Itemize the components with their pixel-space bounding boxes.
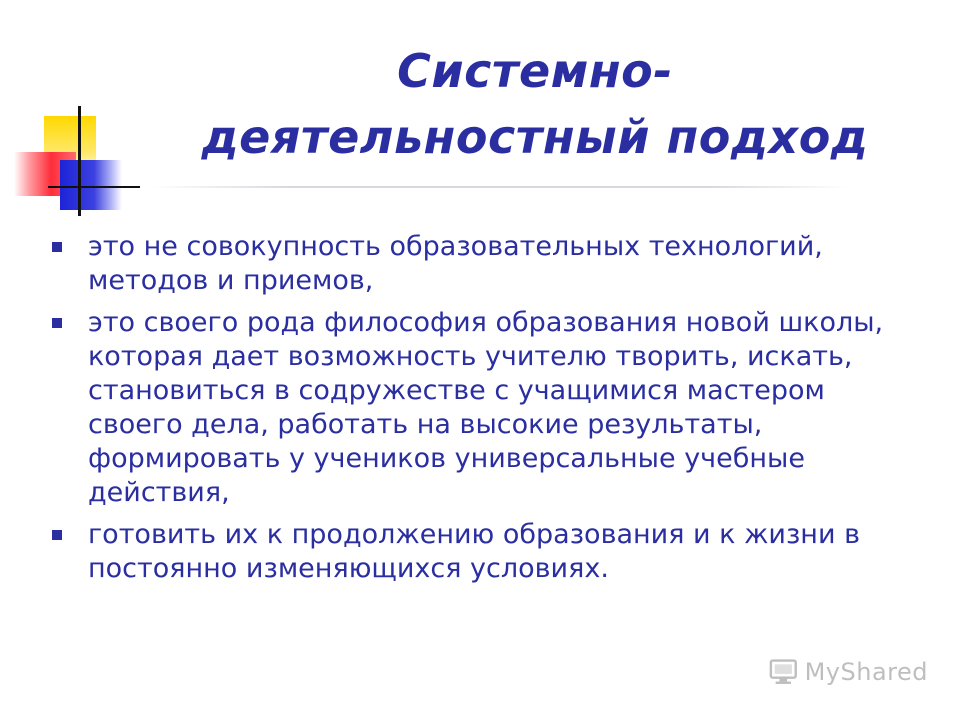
blue-square <box>60 160 122 210</box>
bullet-text: готовить их к продолжению образования и к жизни в постоянно изменяющихся условиях. <box>88 519 860 584</box>
bullet-text: это своего рода философия образования новой школы, которая дает возможность учителю творить, искать, становиться в содружестве с учащимися мастером своего дела, работать на высокие результаты, формировать у учеников универсальные учебные действия, <box>88 307 884 508</box>
bullet-square-icon <box>52 318 62 328</box>
bullet-item <box>48 230 928 298</box>
bullet-item <box>48 518 928 586</box>
bullet-text: это не совокупность образовательных технологий, методов и приемов, <box>88 231 823 296</box>
bullet-list <box>48 230 928 594</box>
horizontal-line <box>48 186 140 188</box>
watermark-text: MyShared <box>804 658 928 686</box>
bullet-square-icon <box>52 242 62 252</box>
title-divider <box>150 186 850 188</box>
bullet-item <box>48 306 928 510</box>
myshared-logo-icon <box>768 656 799 688</box>
myshared-watermark <box>768 652 928 692</box>
decorative-squares <box>10 100 140 220</box>
bullet-square-icon <box>52 530 62 540</box>
slide-title <box>140 38 930 170</box>
vertical-line <box>78 106 81 216</box>
slide-title-text: Системно- деятельностный подход <box>201 44 869 164</box>
